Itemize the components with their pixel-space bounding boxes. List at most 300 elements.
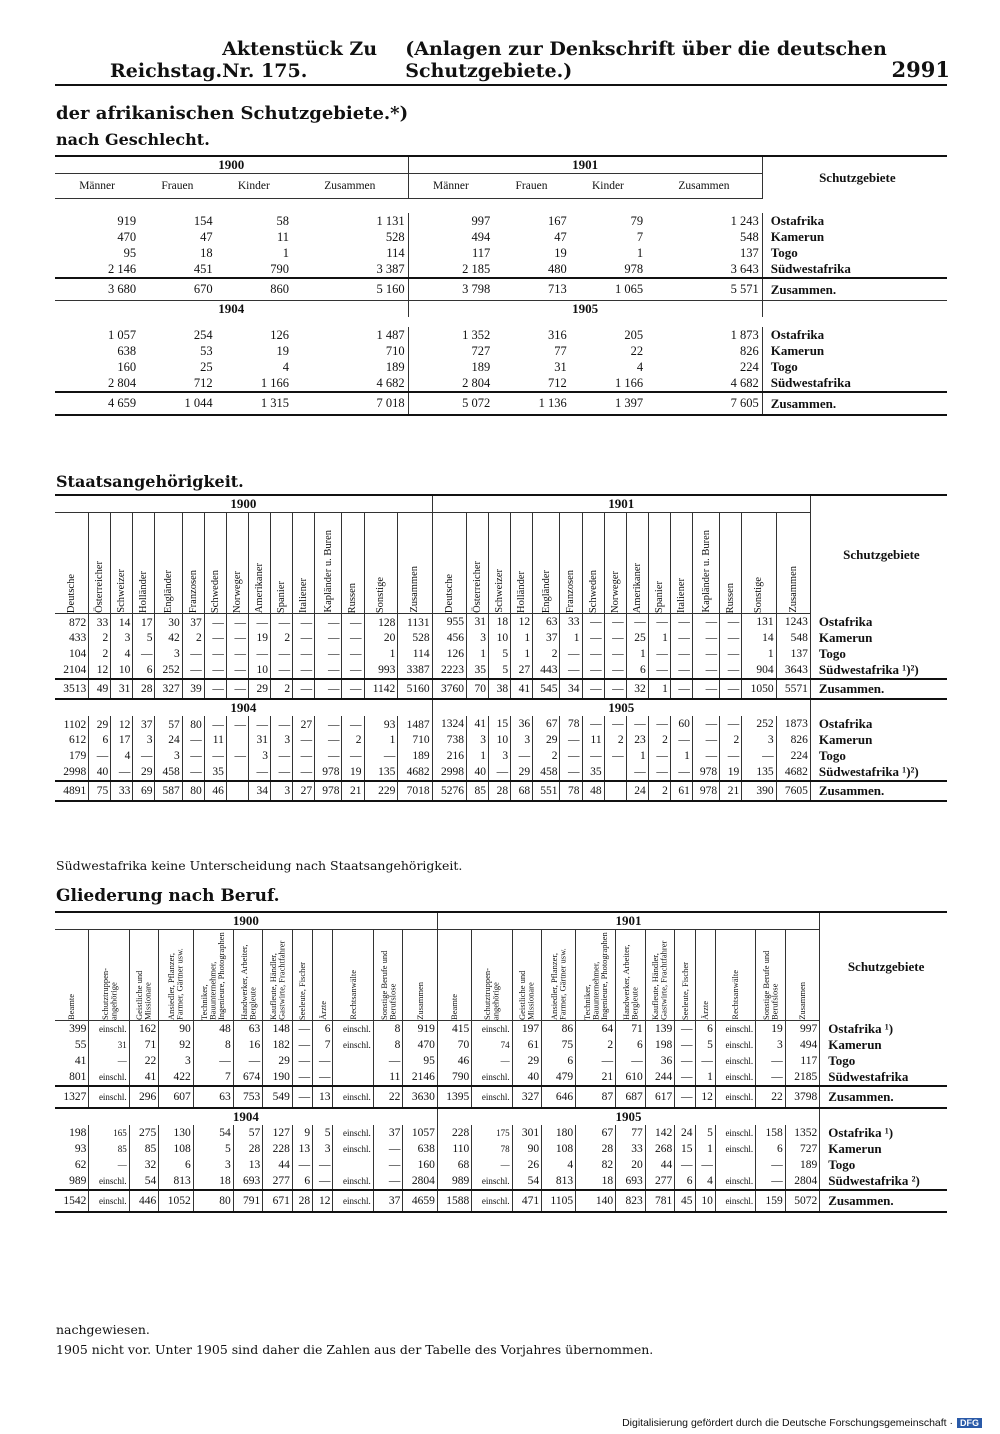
value-cell: 1 131 xyxy=(376,213,405,228)
total-cell: 3760 xyxy=(432,679,466,699)
value-cell: 2 xyxy=(182,630,204,646)
value-cell: 15 xyxy=(675,1141,695,1157)
value-cell: 277 xyxy=(263,1173,293,1190)
value-cell: — xyxy=(182,732,204,748)
value-cell: — xyxy=(315,646,342,662)
region-label: Togo xyxy=(820,1157,947,1173)
column-header-label: Kapländer u. Buren xyxy=(322,530,334,613)
value-cell: 68 xyxy=(437,1157,471,1173)
total-cell: 61 xyxy=(670,781,692,801)
value-cell: — xyxy=(604,614,626,630)
value-cell: 528 xyxy=(385,229,405,244)
value-cell: 1 xyxy=(511,630,533,646)
value-cell: 40 xyxy=(466,764,488,781)
value-cell: 8 xyxy=(373,1021,403,1037)
column-header xyxy=(542,930,576,1021)
year-label: 1901 xyxy=(437,912,819,930)
total-cell: 48 xyxy=(582,781,604,801)
footnote-2: 1905 nicht vor. Unter 1905 sind daher die Zahlen aus der Tabelle des Vorjahres übernommen. xyxy=(56,1342,654,1357)
column-header: Männer xyxy=(408,174,493,199)
value-cell: 2146 xyxy=(403,1069,437,1086)
total-cell: 5072 xyxy=(785,1190,819,1212)
value-cell: 801 xyxy=(69,1070,87,1083)
value-cell: — xyxy=(692,748,719,764)
column-header xyxy=(204,513,226,614)
value-cell: — xyxy=(89,1157,129,1173)
value-cell: — xyxy=(720,662,742,679)
year-label: 1904 xyxy=(55,1108,437,1125)
column-header: Frauen xyxy=(139,174,215,199)
total-cell: 75 xyxy=(89,781,111,801)
value-cell: 1 057 xyxy=(108,327,137,342)
total-cell: 140 xyxy=(576,1190,616,1212)
column-header-label: Deutsche xyxy=(66,573,78,613)
value-cell: — xyxy=(182,646,204,662)
value-cell: 1 xyxy=(364,732,398,748)
total-cell: 713 xyxy=(493,278,569,301)
value-cell: 18 xyxy=(576,1173,616,1190)
total-cell: 327 xyxy=(155,679,182,699)
value-cell: 29 xyxy=(89,716,111,732)
value-cell: — xyxy=(720,646,742,662)
value-cell: 612 xyxy=(68,733,87,746)
value-cell: — xyxy=(582,646,604,662)
value-cell: 1 xyxy=(695,1069,715,1086)
value-cell: — xyxy=(626,764,648,781)
value-cell: einschl. xyxy=(333,1021,373,1037)
value-cell: — xyxy=(604,662,626,679)
value-cell: 4 xyxy=(695,1173,715,1190)
value-cell: 35 xyxy=(204,764,226,781)
value-cell: — xyxy=(670,732,692,748)
dfg-logo: DFG xyxy=(957,1418,982,1428)
value-cell: — xyxy=(182,764,204,781)
column-header xyxy=(582,513,604,614)
value-cell: — xyxy=(675,1053,695,1069)
value-cell: 90 xyxy=(159,1021,193,1037)
value-cell: — xyxy=(695,1053,715,1069)
region-label: Kamerun xyxy=(820,1037,947,1053)
value-cell: 6 xyxy=(89,732,111,748)
total-cell: 39 xyxy=(182,679,204,699)
value-cell: einschl. xyxy=(715,1053,755,1069)
value-cell: 37 xyxy=(373,1125,403,1141)
value-cell: — xyxy=(89,1053,129,1069)
value-cell: 244 xyxy=(645,1069,675,1086)
value-cell: — xyxy=(89,748,111,764)
value-cell: 78 xyxy=(560,716,582,732)
total-cell: 3630 xyxy=(403,1086,437,1108)
value-cell: 6 xyxy=(133,662,155,679)
value-cell: 2 xyxy=(533,646,560,662)
value-cell: 5 xyxy=(695,1125,715,1141)
total-cell: 471 xyxy=(512,1190,542,1212)
column-header xyxy=(648,513,670,614)
column-header-label: Techniker, Bauunternehmer, Ingenieure, Photographen xyxy=(581,932,609,1020)
total-cell: 390 xyxy=(742,781,776,801)
column-header-label: Italiener xyxy=(298,578,310,613)
total-cell: 781 xyxy=(645,1190,675,1212)
value-cell: 252 xyxy=(742,716,776,732)
value-cell: 54 xyxy=(193,1125,233,1141)
column-header xyxy=(55,930,89,1021)
value-cell: 114 xyxy=(398,646,432,662)
total-cell: 978 xyxy=(315,781,342,801)
column-header-label: Italiener xyxy=(675,578,687,613)
value-cell: 117 xyxy=(408,245,493,261)
value-cell: einschl. xyxy=(333,1125,373,1141)
total-cell: 33 xyxy=(111,781,133,801)
total-cell: 1588 xyxy=(437,1190,471,1212)
value-cell: 22 xyxy=(129,1053,159,1069)
total-cell: 78 xyxy=(560,781,582,801)
column-header: Frauen xyxy=(493,174,569,199)
value-cell: 10 xyxy=(489,732,511,748)
value-cell: 826 xyxy=(776,732,810,748)
value-cell: 18 xyxy=(200,245,213,260)
table-row xyxy=(55,1173,947,1190)
column-header xyxy=(472,930,512,1021)
value-cell: 19 xyxy=(554,245,567,260)
column-header xyxy=(403,930,437,1021)
value-cell: 6 xyxy=(756,1141,786,1157)
value-cell: — xyxy=(292,1021,312,1037)
value-cell: 182 xyxy=(263,1037,293,1053)
column-header-label: Rechtsanwälte xyxy=(730,970,741,1020)
value-cell: 53 xyxy=(200,343,213,358)
column-header-label: Sonstige Berufe und Berufslose xyxy=(760,950,780,1020)
total-cell: 1542 xyxy=(55,1190,89,1212)
value-cell: 78 xyxy=(472,1141,512,1157)
total-cell: — xyxy=(692,679,719,699)
table-row xyxy=(55,748,947,764)
value-cell: — xyxy=(271,614,293,630)
value-cell: 13 xyxy=(233,1157,263,1173)
value-cell: — xyxy=(315,748,342,764)
total-cell: 28 xyxy=(489,781,511,801)
total-cell: 21 xyxy=(720,781,742,801)
table-row xyxy=(55,359,947,375)
value-cell: 433 xyxy=(68,631,87,644)
column-header-label: Ansiedler, Pflanzer, Farmer, Gärtner usw. xyxy=(549,948,568,1020)
nationality-table xyxy=(55,494,947,802)
total-cell: 7018 xyxy=(398,781,432,801)
value-cell: — xyxy=(648,764,670,781)
value-cell: 1487 xyxy=(398,716,432,732)
value-cell: — xyxy=(364,748,398,764)
table-row xyxy=(55,1053,947,1069)
total-cell: 46 xyxy=(204,781,226,801)
column-header-label: Schweden xyxy=(587,569,599,613)
value-cell: 26 xyxy=(512,1157,542,1173)
value-cell: 3 xyxy=(155,748,182,764)
value-cell: — xyxy=(692,732,719,748)
value-cell: 55 xyxy=(74,1038,87,1051)
year-label: 1900 xyxy=(55,912,437,930)
total-cell: 3 680 xyxy=(55,278,139,301)
table-row xyxy=(55,1141,947,1157)
value-cell: — xyxy=(560,646,582,662)
value-cell: 1 166 xyxy=(615,375,644,390)
total-row xyxy=(55,392,947,415)
column-header: Zusammen xyxy=(646,174,762,199)
value-cell: 48 xyxy=(193,1021,233,1037)
value-cell: einschl. xyxy=(715,1037,755,1053)
region-label: Ostafrika xyxy=(810,614,947,630)
value-cell: 37 xyxy=(182,614,204,630)
value-cell: 95 xyxy=(123,245,137,260)
value-cell: 3 387 xyxy=(376,261,405,276)
value-cell: 137 xyxy=(776,646,810,662)
value-cell: 33 xyxy=(89,614,111,630)
column-header xyxy=(373,930,403,1021)
value-cell: — xyxy=(342,662,364,679)
value-cell: — xyxy=(604,748,626,764)
column-header xyxy=(333,930,373,1021)
column-header-label: Österreicher xyxy=(471,561,483,613)
column-header xyxy=(511,513,533,614)
column-header xyxy=(785,930,819,1021)
total-cell: 3513 xyxy=(55,679,89,699)
value-cell: 674 xyxy=(233,1069,263,1086)
value-cell: — xyxy=(271,764,293,781)
value-cell: 2 804 xyxy=(108,375,137,390)
value-cell: 2 xyxy=(604,732,626,748)
value-cell: 3 xyxy=(756,1037,786,1053)
value-cell: 1 xyxy=(626,646,648,662)
column-header xyxy=(645,930,675,1021)
column-header xyxy=(263,930,293,1021)
value-cell: 46 xyxy=(437,1053,471,1069)
column-header xyxy=(182,513,204,614)
total-cell: 687 xyxy=(616,1086,646,1108)
value-cell: 90 xyxy=(512,1141,542,1157)
total-cell xyxy=(604,781,626,801)
column-header xyxy=(364,513,398,614)
value-cell: 6 xyxy=(616,1037,646,1053)
value-cell: 4682 xyxy=(776,764,810,781)
total-cell: 37 xyxy=(373,1190,403,1212)
value-cell: 3 xyxy=(159,1053,193,1069)
value-cell: 301 xyxy=(512,1125,542,1141)
spacer-cell xyxy=(762,301,947,318)
schutzgebiete-header: Schutzgebiete xyxy=(762,156,947,199)
spacer-row xyxy=(55,199,947,214)
column-header-label: Deutsche xyxy=(443,573,455,613)
value-cell: 19 xyxy=(342,764,364,781)
total-row xyxy=(55,679,947,699)
value-cell: 224 xyxy=(776,748,810,764)
value-cell: — xyxy=(373,1173,403,1190)
value-cell: 19 xyxy=(756,1021,786,1037)
total-cell: 12 xyxy=(313,1190,333,1212)
value-cell: — xyxy=(313,1157,333,1173)
value-cell: einschl. xyxy=(715,1125,755,1141)
value-cell: 190 xyxy=(263,1069,293,1086)
section-title: der afrikanischen Schutzgebiete.*) xyxy=(56,103,409,124)
year-label: 1900 xyxy=(55,156,408,174)
value-cell: 5 xyxy=(695,1037,715,1053)
footnote-1: nachgewiesen. xyxy=(56,1322,150,1337)
total-cell: 2 xyxy=(271,679,293,699)
value-cell: 79 xyxy=(630,213,644,228)
table-row xyxy=(55,261,947,278)
value-cell: — xyxy=(248,764,270,781)
value-cell: 24 xyxy=(675,1125,695,1141)
value-cell: 2998 xyxy=(63,765,87,778)
value-cell: 198 xyxy=(69,1126,87,1139)
total-cell: 3 xyxy=(271,781,293,801)
column-header-label: Schutztruppen- angehörige xyxy=(99,968,119,1020)
value-cell: 1 xyxy=(648,630,670,646)
value-cell: 254 xyxy=(193,327,213,342)
value-cell: — xyxy=(293,732,315,748)
value-cell: einschl. xyxy=(333,1173,373,1190)
total-cell: 63 xyxy=(193,1086,233,1108)
year-header-row xyxy=(55,1108,947,1125)
value-cell: 189 xyxy=(408,359,493,375)
value-cell: 19 xyxy=(276,343,290,358)
value-cell: — xyxy=(373,1053,403,1069)
value-cell: — xyxy=(670,630,692,646)
value-cell: 727 xyxy=(408,343,493,359)
region-label: Kamerun xyxy=(820,1141,947,1157)
column-header-label: Geistliche und Missionare xyxy=(134,970,153,1020)
value-cell: — xyxy=(472,1053,512,1069)
value-cell: 31 xyxy=(466,614,488,630)
total-cell: 587 xyxy=(155,781,182,801)
column-header-label: Beamte xyxy=(449,994,460,1020)
value-cell: 4 xyxy=(282,359,290,374)
total-cell: — xyxy=(204,679,226,699)
value-cell: 1 xyxy=(282,245,290,260)
value-cell: 415 xyxy=(437,1021,471,1037)
column-header-label: Holländer xyxy=(516,571,528,613)
value-cell: 33 xyxy=(560,614,582,630)
column-header xyxy=(248,513,270,614)
value-cell: 19 xyxy=(720,764,742,781)
year-header-row xyxy=(55,156,947,174)
value-cell: 1 xyxy=(466,646,488,662)
value-cell: 989 xyxy=(437,1173,471,1190)
column-header-label: Zusammen xyxy=(409,566,421,613)
column-header-label: Österreicher xyxy=(94,561,106,613)
value-cell: 8 xyxy=(193,1037,233,1053)
value-cell xyxy=(333,1157,373,1173)
total-cell: 4 659 xyxy=(55,392,139,415)
column-header-label: Engländer xyxy=(163,569,175,613)
value-cell: 77 xyxy=(554,343,567,358)
header-rule xyxy=(55,84,947,86)
total-row xyxy=(55,781,947,801)
value-cell: 638 xyxy=(117,343,137,358)
value-cell: 71 xyxy=(129,1037,159,1053)
value-cell: 6 xyxy=(695,1021,715,1037)
total-cell xyxy=(226,781,248,801)
total-cell: 4659 xyxy=(403,1190,437,1212)
value-cell: 978 xyxy=(624,261,644,276)
value-cell: 14 xyxy=(742,630,776,646)
total-cell: 45 xyxy=(675,1190,695,1212)
value-cell: 29 xyxy=(133,764,155,781)
value-cell: — xyxy=(720,614,742,630)
value-cell: 93 xyxy=(364,716,398,732)
column-header xyxy=(466,513,488,614)
value-cell: 25 xyxy=(626,630,648,646)
total-cell: 68 xyxy=(511,781,533,801)
page-header xyxy=(110,38,950,82)
column-header xyxy=(342,513,364,614)
column-header-label: Kaufleute, Händler, Gastwirte, Frachtfahrer xyxy=(268,940,287,1020)
column-header xyxy=(129,930,159,1021)
value-cell: 61 xyxy=(512,1037,542,1053)
value-cell: 14 xyxy=(111,614,133,630)
total-cell: 80 xyxy=(193,1190,233,1212)
region-label: Togo xyxy=(820,1053,947,1069)
value-cell: 2 xyxy=(89,630,111,646)
value-cell: einschl. xyxy=(472,1173,512,1190)
total-cell: 296 xyxy=(129,1086,159,1108)
total-cell: 80 xyxy=(182,781,204,801)
value-cell: — xyxy=(675,1069,695,1086)
value-cell: einschl. xyxy=(89,1069,129,1086)
value-cell: — xyxy=(648,662,670,679)
total-cell: 753 xyxy=(233,1086,263,1108)
value-cell: 63 xyxy=(533,614,560,630)
total-cell: 38 xyxy=(489,679,511,699)
column-header-label: Holländer xyxy=(138,571,150,613)
value-cell: 18 xyxy=(489,614,511,630)
table-row xyxy=(55,375,947,392)
total-cell: 5 072 xyxy=(408,392,493,415)
total-cell: 1105 xyxy=(542,1190,576,1212)
column-header-label: Sonstige xyxy=(753,576,765,613)
total-cell: 3 798 xyxy=(408,278,493,301)
column-header xyxy=(315,513,342,614)
total-cell: 22 xyxy=(756,1086,786,1108)
value-cell: 154 xyxy=(193,213,213,228)
value-cell: 813 xyxy=(542,1173,576,1190)
value-cell: 2 185 xyxy=(408,261,493,278)
column-header xyxy=(293,513,315,614)
gender-table xyxy=(55,155,947,416)
total-cell: — xyxy=(315,679,342,699)
value-cell: 142 xyxy=(645,1125,675,1141)
value-cell: 80 xyxy=(182,716,204,732)
value-cell: 41 xyxy=(74,1054,87,1067)
value-cell: 1 xyxy=(626,748,648,764)
total-cell: 446 xyxy=(129,1190,159,1212)
value-cell: 12 xyxy=(111,716,133,732)
value-cell: — xyxy=(692,614,719,630)
value-cell: 11 xyxy=(582,732,604,748)
value-cell: 693 xyxy=(233,1173,263,1190)
value-cell: — xyxy=(675,1037,695,1053)
section-subtitle-gender: nach Geschlecht. xyxy=(56,130,210,149)
value-cell: 638 xyxy=(403,1141,437,1157)
column-header xyxy=(89,930,129,1021)
value-cell: — xyxy=(292,1037,312,1053)
table-row xyxy=(55,1157,947,1173)
value-cell: 180 xyxy=(542,1125,576,1141)
dfg-credit xyxy=(622,1417,982,1429)
value-cell: 3 xyxy=(466,630,488,646)
column-header-label: Schutztruppen- angehörige xyxy=(482,968,501,1020)
total-cell: 5160 xyxy=(398,679,432,699)
value-cell: 3 xyxy=(248,748,270,764)
value-cell: 2 804 xyxy=(408,375,493,392)
value-cell: — xyxy=(342,646,364,662)
